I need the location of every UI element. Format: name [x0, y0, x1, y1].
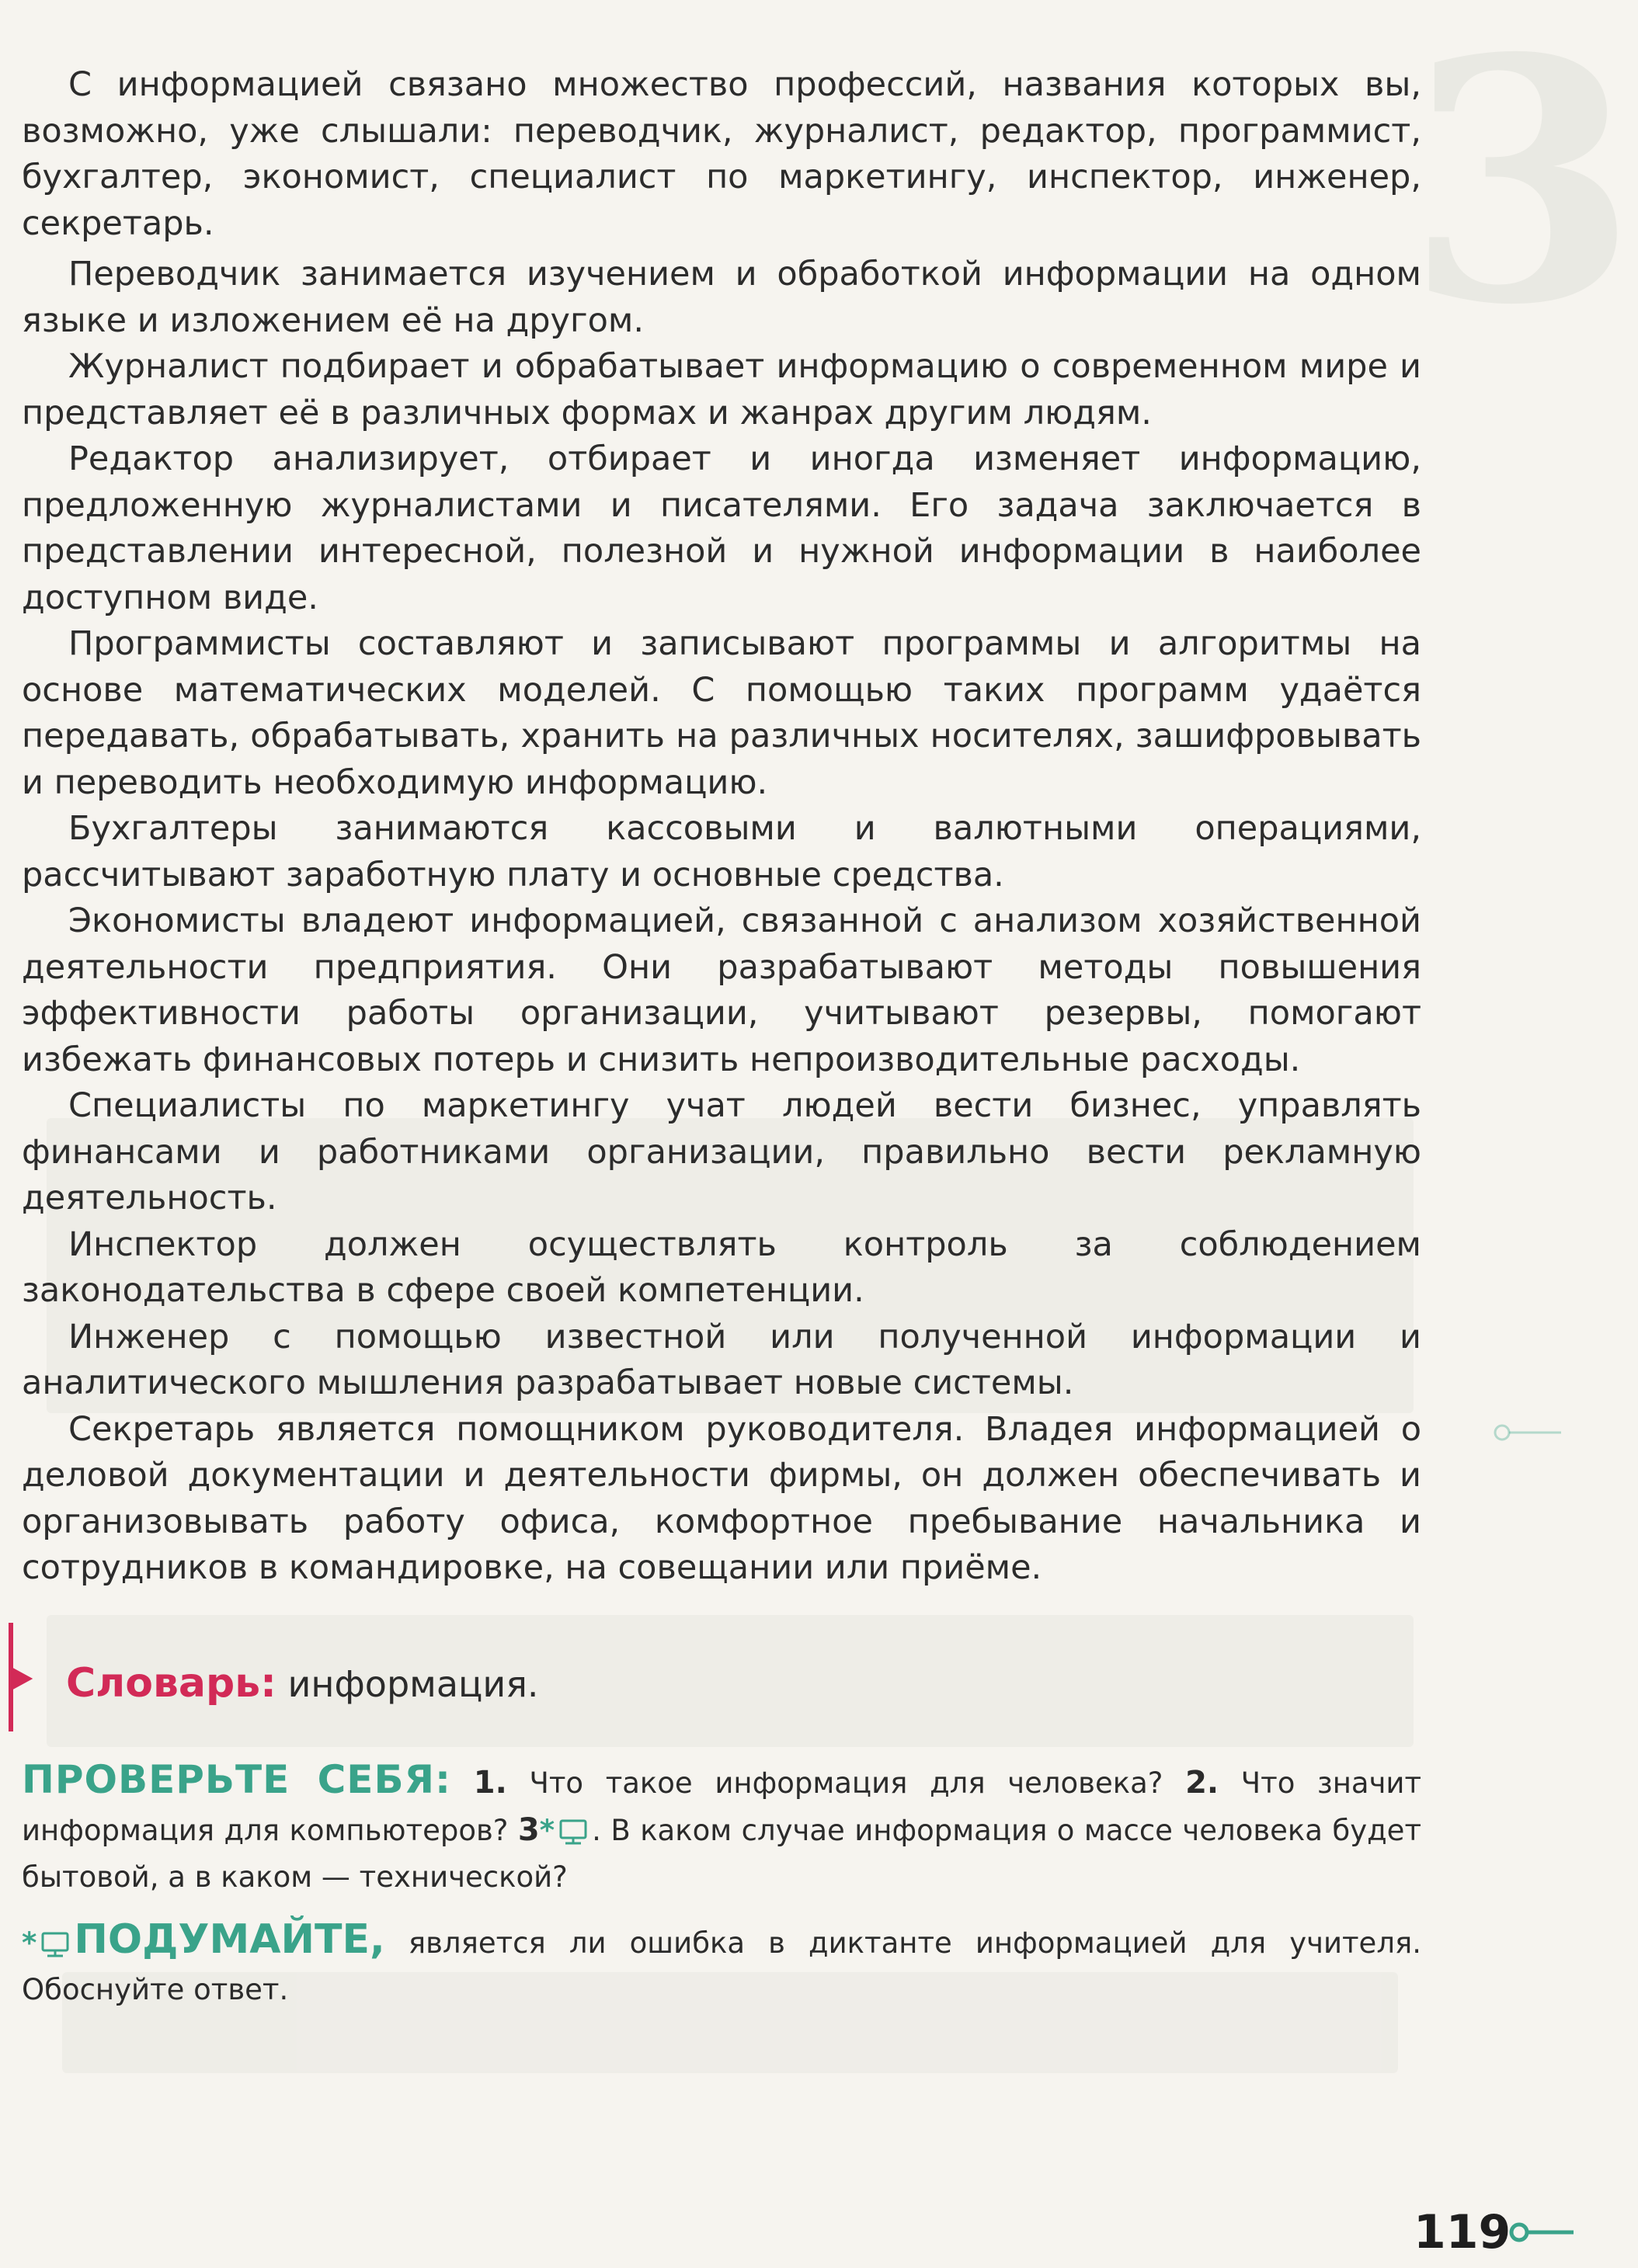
check-yourself: [22, 1756, 1421, 1901]
dictionary: [66, 1660, 539, 1707]
paragraph: Инспектор должен осуществлять контроль за соблюдением законодательства в сфере своей компетенции.: [22, 1224, 1421, 1310]
computer-icon: [40, 1932, 71, 1958]
bleed-through-digit: 3: [1406, 0, 1638, 378]
paragraph: Бухгалтеры занимаются кассовыми и валютными операциями, рассчитывают заработную плату и основные средства.: [22, 809, 1421, 894]
paragraph: Инженер с помощью известной или полученной информации и аналитического мышления разрабатывает новые системы.: [22, 1317, 1421, 1402]
dictionary-label: Словарь:: [66, 1660, 276, 1707]
dictionary-bracket-icon: [0, 1623, 31, 1731]
question-number: 3: [517, 1812, 540, 1848]
page-number: 119: [1414, 2205, 1511, 2259]
think-text: является ли ошибка в диктанте информацией для учителя. Обоснуйте ответ.: [22, 1926, 1421, 2006]
margin-marker-icon: [1491, 1421, 1561, 1444]
page-marker-icon: [1508, 2221, 1574, 2244]
paragraph: Переводчик занимается изучением и обработкой информации на одном языке и изложением её на другом.: [22, 255, 1421, 340]
paragraph: Специалисты по маркетингу учат людей вести бизнес, управлять финансами и работниками организации, правильно вести рекламную деятельность.: [22, 1086, 1421, 1217]
computer-icon: [558, 1819, 589, 1846]
think-label: ПОДУМАЙТЕ,: [74, 1916, 385, 1963]
main-text: [22, 62, 1421, 1592]
paragraph: С информацией связано множество профессий, названия которых вы, возможно, уже слышали: переводчик, журналист, редактор, программист, бухгалтер, экономист, специалист по маркетингу, инспектор, инженер, секретарь.: [22, 65, 1421, 243]
dictionary-word: информация.: [287, 1663, 539, 1705]
paragraph: Секретарь является помощником руководителя. Владея информацией о деловой документации и деятельности фирмы, он должен обеспечивать и организовывать работу офиса, комфортное пребывание начальника и сотрудников в командировке, на совещании или приёме.: [22, 1409, 1421, 1587]
paragraph: Редактор анализирует, отбирает и иногда изменяет информацию, предложенную журналистами и писателями. Его задача заключается в представлении интересной, полезной и нужной информации в наиболее доступном виде.: [22, 439, 1421, 617]
question-text: Что такое информация для человека?: [529, 1766, 1163, 1800]
check-yourself-label: ПРОВЕРЬТЕ СЕБЯ:: [22, 1757, 452, 1802]
think-task: [22, 1916, 1421, 2013]
paragraph: Экономисты владеют информацией, связанной с анализом хозяйственной деятельности предприятия. Они разрабатывают методы повышения эффективности работы организации, учитывают резервы, помогают избежать финансовых потерь и снизить непроизводительные расходы.: [22, 901, 1421, 1079]
paragraph: Программисты составляют и записывают программы и алгоритмы на основе математических моделей. С помощью таких программ удаётся передавать, обрабатывать, хранить на различных носителях, зашифровывать и переводить необходимую информацию.: [22, 624, 1421, 802]
question-number: 1.: [473, 1765, 507, 1801]
star-mark: *: [539, 1814, 555, 1847]
star-mark: *: [22, 1926, 37, 1960]
paragraph: Журналист подбирает и обрабатывает информацию о современном мире и представляет её в различных формах и жанрах другим людям.: [22, 347, 1421, 432]
question-text: . В каком случае информация о массе человека будет бытовой, а в каком — технической?: [22, 1814, 1422, 1894]
question-text: Что значит информация для компьютеров?: [22, 1766, 1422, 1847]
question-number: 2.: [1185, 1765, 1219, 1801]
